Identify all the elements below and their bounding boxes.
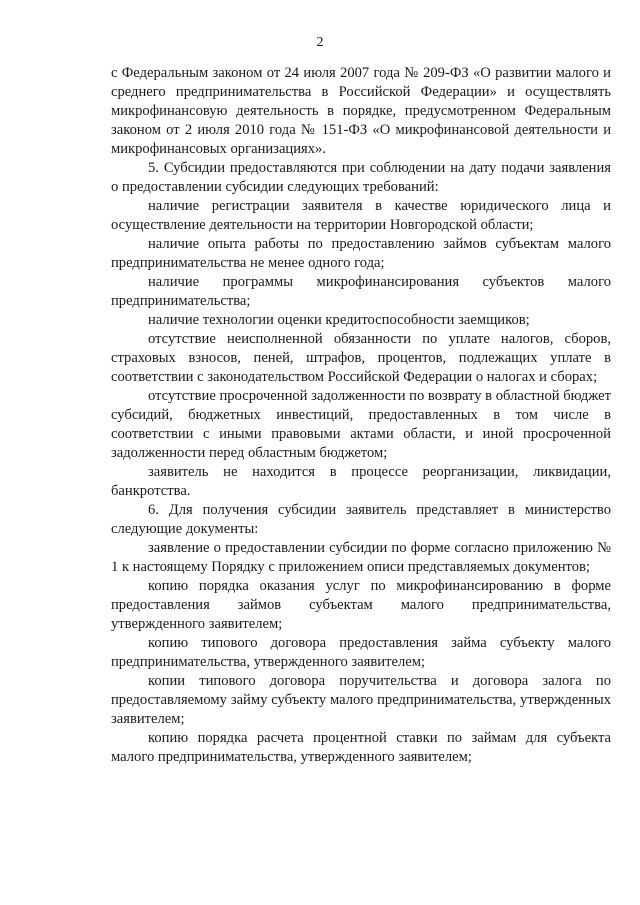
paragraph-item-5: 5. Субсидии предоставляются при соблюдении на дату подачи заявления о предоставлении субсидии следующих требований: bbox=[111, 160, 611, 195]
document-guarantee-contracts: копии типового договора поручительства и договора залога по предоставляемому займу субъекту малого предпринимательства, утвержденных заявителем; bbox=[111, 673, 611, 727]
page-number: 2 bbox=[316, 35, 324, 50]
requirement-program: наличие программы микрофинансирования субъектов малого предпринимательства; bbox=[111, 274, 611, 309]
document-services-order: копию порядка оказания услуг по микрофинансированию в форме предоставления займов субъектам малого предпринимательства, утвержденного заявителем; bbox=[111, 578, 611, 632]
requirement-no-tax-debt: отсутствие неисполненной обязанности по уплате налогов, сборов, страховых взносов, пеней, штрафов, процентов, подлежащих уплате в соответствии с законодательством Российской Федерации о налогах и сборах; bbox=[111, 331, 611, 385]
document-application: заявление о предоставлении субсидии по форме согласно приложению № 1 к настоящему Порядку с приложением описи представляемых документов; bbox=[111, 540, 611, 575]
paragraph-continuation: с Федеральным законом от 24 июля 2007 года № 209-ФЗ «О развитии малого и среднего предпринимательства в Российской Федерации» и осуществлять микрофинансовую деятельность в порядке, предусмотренном Федеральным законом от 2 июля 2010 года № 151-ФЗ «О микрофинансовой деятельности и микрофинансовых организациях». bbox=[111, 65, 611, 157]
requirement-experience: наличие опыта работы по предоставлению займов субъектам малого предпринимательства не менее одного года; bbox=[111, 236, 611, 271]
requirement-no-reorganization: заявитель не находится в процессе реорганизации, ликвидации, банкротства. bbox=[111, 464, 611, 499]
document-interest-rate-order: копию порядка расчета процентной ставки по займам для субъекта малого предпринимательства, утвержденного заявителем; bbox=[111, 730, 611, 765]
requirement-credit-assessment: наличие технологии оценки кредитоспособности заемщиков; bbox=[148, 312, 530, 328]
document-loan-contract: копию типового договора предоставления займа субъекту малого предпринимательства, утвержденного заявителем; bbox=[111, 635, 611, 670]
requirement-registration: наличие регистрации заявителя в качестве юридического лица и осуществление деятельности на территории Новгородской области; bbox=[111, 198, 611, 233]
requirement-no-overdue-debt: отсутствие просроченной задолженности по возврату в областной бюджет субсидий, бюджетных инвестиций, предоставленных в том числе в соответствии с иными правовыми актами области, и иной просроченной задолженности перед областным бюджетом; bbox=[111, 388, 612, 461]
document-body bbox=[111, 64, 611, 767]
paragraph-item-6: 6. Для получения субсидии заявитель представляет в министерство следующие документы: bbox=[111, 502, 611, 537]
